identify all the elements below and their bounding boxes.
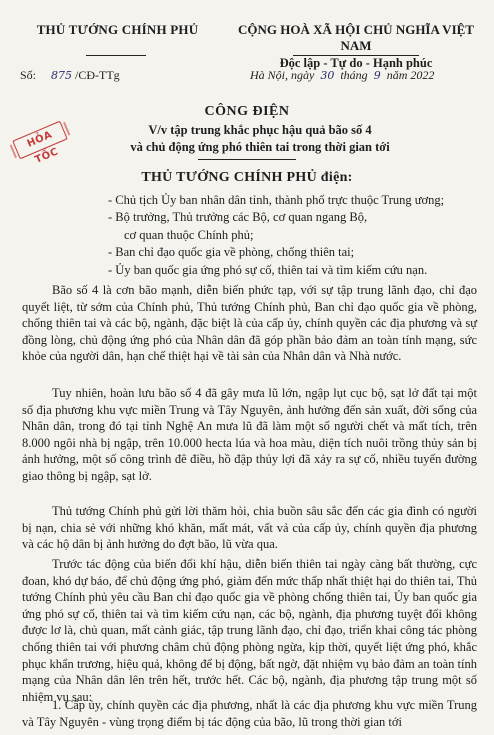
nation-name: CỘNG HOÀ XÃ HỘI CHỦ NGHĨA VIỆT NAM [238, 22, 474, 53]
date-year: năm 2022 [386, 68, 435, 82]
recipient-item: cơ quan thuộc Chính phủ; [124, 227, 254, 242]
subject-line-2: và chủ động ứng phó thiên tai trong thời gian tới [130, 139, 390, 154]
motto-underline [293, 55, 419, 56]
issuer-underline [86, 55, 146, 56]
nation-header [230, 22, 482, 71]
paragraph-text: 1. Cấp ủy, chính quyền các địa phương, nhất là các địa phương khu vực miền Trung và Tây Nguyên - vùng trọng điểm bị tác động của bão, lũ trong thời gian tới [22, 698, 477, 729]
date-month: 9 [373, 69, 381, 82]
date-place: Hà Nội, ngày [250, 68, 315, 82]
recipient-item: - Bộ trưởng, Thủ trưởng các Bộ, cơ quan ngang Bộ, [108, 210, 368, 225]
paragraph-text: Tuy nhiên, hoàn lưu bão số 4 đã gây mưa lũ lớn, ngập lụt cục bộ, sạt lở đất tại một số địa phương khu vực miền Trung và Tây Nguyên, ảnh hưởng đến sản xuất, đời sống của Nhân dân, trong đó tại tỉnh Nghệ An mưa lũ đã làm một số người chết và mất tích, trên 8.000 ngôi nhà bị ngập, trên 10.000 hecta lúa và hoa màu, diện tích nuôi trồng thủy sản bị ảnh hưởng, một số công trình đê điều, hồ đập thủy lợi đã xảy ra sự cố, nhiều tuyến đường giao thông bị ngập, sạt lở. [22, 386, 477, 483]
paragraph-text: Bão số 4 là cơn bão mạnh, diễn biến phức tạp, với sự tập trung lãnh đạo, chỉ đạo quyết liệt, từ sớm của Chính phủ, Thủ tướng Chính phủ, Ban chỉ đạo quốc gia về phòng, chống thiên tai và các bộ, ngành, đặc biệt là của cấp ủy, chính quyền các địa phương và sự đồng lòng, chủ động ứng phó của Nhân dân đã góp phần bảo đảm an toàn tính mạng, sức khỏe của người dân, hạn chế thiệt hại về tài sản của Nhân dân và Nhà nước. [22, 283, 477, 364]
date-day: 30 [320, 69, 335, 82]
pm-heading: THỦ TƯỚNG CHÍNH PHỦ điện: [141, 170, 353, 185]
recipient-list [108, 192, 478, 279]
body-paragraph-1 [22, 282, 477, 365]
number-suffix: /CĐ-TTg [75, 68, 120, 82]
document-number [20, 68, 120, 83]
body-paragraph-5 [22, 697, 477, 730]
issuer-name: THỦ TƯỚNG CHÍNH PHỦ [36, 22, 199, 37]
national-motto: Độc lập - Tự do - Hạnh phúc [279, 56, 433, 70]
subject-underline [198, 159, 296, 160]
document-subject [60, 122, 460, 156]
urgent-stamp: HỎA TỐC [12, 121, 68, 160]
recipient-item: - Chủ tịch Ủy ban nhân dân tỉnh, thành phố trực thuộc Trung ương; [108, 193, 445, 207]
recipient-item: - Ủy ban quốc gia ứng phó sự cố, thiên tai và tìm kiếm cứu nạn. [108, 262, 428, 277]
subject-line-1: V/v tập trung khắc phục hậu quả bão số 4 [148, 123, 372, 137]
body-paragraph-3 [22, 503, 477, 553]
document-title: CÔNG ĐIỆN [204, 104, 290, 119]
paragraph-text: Trước tác động của biến đổi khí hậu, diễn biến thiên tai ngày càng bất thường, cực đoan, khó dự báo, để chủ động ứng phó, giảm đến mức thấp nhất thiệt hại do thiên tai, Thủ tướng Chính phủ yêu cầu Ban chỉ đạo quốc gia về phòng chống thiên tai, Ủy ban quốc gia ứng phó sự cố, thiên tai và tìm kiếm cứu nạn, các bộ, ngành, địa phương tuyệt đối không được lơ là, chủ quan, mất cảnh giác, tập trung lãnh đạo, chỉ đạo, triển khai công tác phòng chống thiên tai với phương châm chủ động phòng ngừa, kịp thời, quyết liệt ứng phó, khắc phục khẩn trương, hiệu quả, không để bị động, bất ngờ, đặt nhiệm vụ bảo đảm an toàn tính mạng của Nhân dân lên trên hết, trước hết. Các bộ, ngành, địa phương tập trung một số nhiệm vụ sau: [22, 557, 477, 704]
body-paragraph-2 [22, 385, 477, 485]
paragraph-text: Thủ tướng Chính phủ gửi lời thăm hỏi, chia buồn sâu sắc đến các gia đình có người bị nạn, chia sẻ với những khó khăn, mất mát, vất vả của cấp ủy, chính quyền địa phương và các hộ dân bị ảnh hưởng do đợt bão, lũ vừa qua. [22, 504, 477, 552]
body-paragraph-4 [22, 556, 477, 705]
number-value: 875 [51, 69, 73, 82]
date-month-label: tháng [340, 68, 368, 82]
document-date [250, 68, 434, 83]
number-prefix: Số: [20, 68, 37, 82]
recipient-item: - Ban chỉ đạo quốc gia về phòng, chống thiên tai; [108, 245, 355, 260]
